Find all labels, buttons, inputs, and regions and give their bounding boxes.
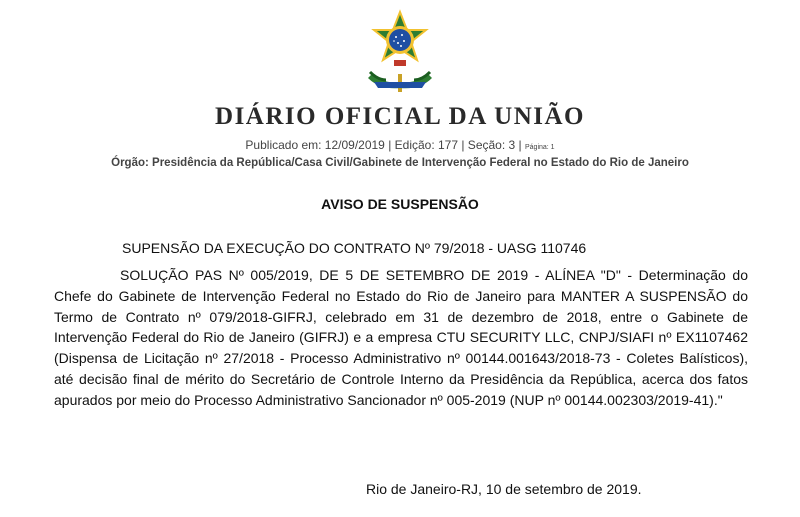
page-number: Página: 1 (524, 144, 555, 151)
document-signoff: Rio de Janeiro-RJ, 10 de setembro de 2019. (366, 481, 642, 497)
publication-info (0, 138, 800, 152)
publication-details: Publicado em: 12/09/2019 | Edição: 177 | Seção: 3 | (245, 138, 522, 152)
document-body: SOLUÇÃO PAS Nº 005/2019, DE 5 DE SETEMBRO DE 2019 - ALÍNEA "D" - Determinação do Chefe do Gabinete de Intervenção Federal no Estado do Rio de Janeiro para MANTER A SUSPENSÃO do Termo de Contrato nº 079/2018-GIFRJ, celebrado em 31 de dezembro de 2018, entre o Gabinete de Intervenção Federal do Rio de Janeiro (GIFRJ) e a empresa CTU SECURITY LLC, CNPJ/SIAFI nº EX1107462 (Dispensa de Licitação nº 27/2018 - Processo Administrativo nº 00144.001643/2018-73 - Coletes Balísticos), até decisão final de mérito do Secretário de Controle Interno da Presidência da República, acerca dos fatos apurados por meio do Processo Administrativo Sancionador nº 005-2019 (NUP nº 00144.002303/2019-41)." (54, 267, 748, 408)
masthead-title: DIÁRIO OFICIAL DA UNIÃO (215, 103, 585, 130)
orgao-label: Órgão: (111, 157, 149, 169)
orgao-line (0, 157, 800, 169)
coat-of-arms-icon (360, 8, 440, 98)
document-subtitle: SUPENSÃO DA EXECUÇÃO DO CONTRATO Nº 79/2018 - UASG 110746 (122, 240, 587, 256)
orgao-value: Presidência da República/Casa Civil/Gabinete de Intervenção Federal no Estado do Rio de Janeiro (152, 157, 689, 169)
document-title: AVISO DE SUSPENSÃO (321, 196, 479, 212)
